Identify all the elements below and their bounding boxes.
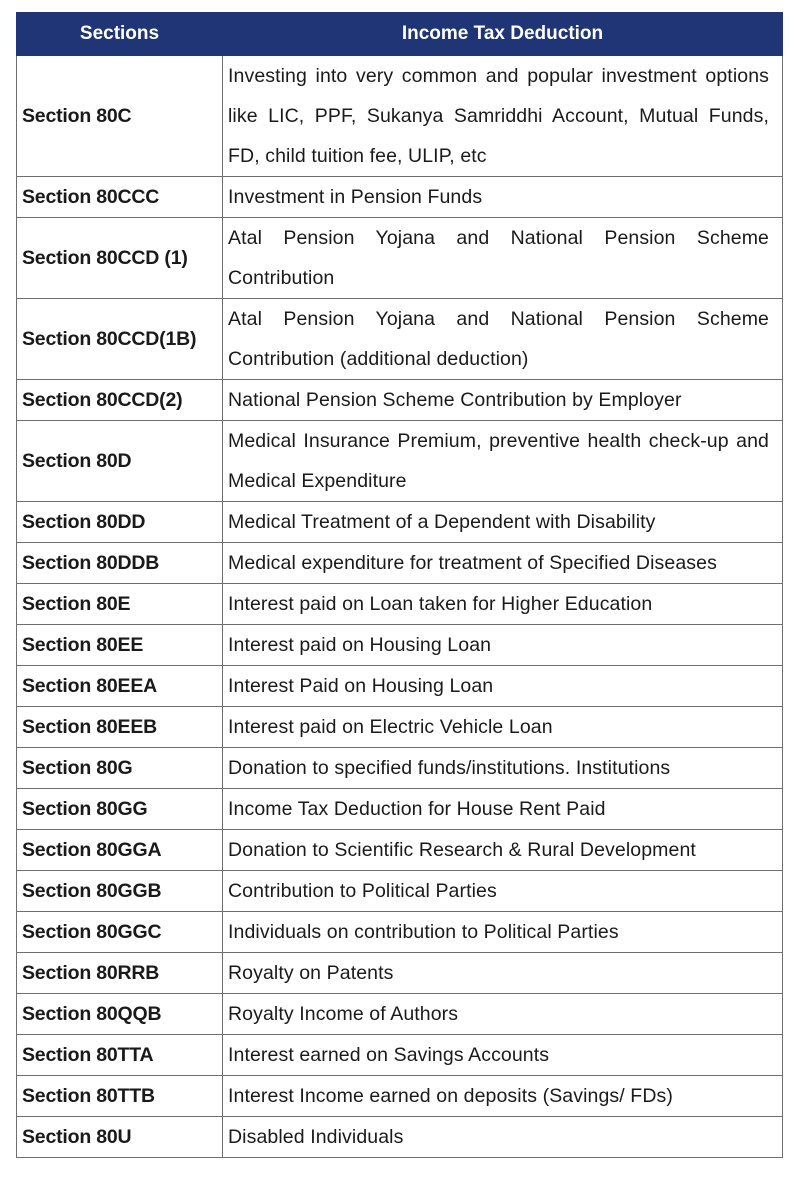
deduction-cell: Royalty on Patents [223,953,783,994]
deduction-cell: Investing into very common and popular investment options like LIC, PPF, Sukanya Samriddhi Account, Mutual Funds, FD, child tuition fee, ULIP, etc [223,56,783,177]
deduction-cell: Income Tax Deduction for House Rent Paid [223,789,783,830]
section-cell: Section 80GGA [17,830,223,871]
table-body [17,56,783,1158]
deduction-cell: Interest paid on Loan taken for Higher Education [223,584,783,625]
section-cell: Section 80TTB [17,1076,223,1117]
table-row [17,1117,783,1158]
section-cell: Section 80E [17,584,223,625]
table-row [17,830,783,871]
section-cell: Section 80EE [17,625,223,666]
section-cell: Section 80QQB [17,994,223,1035]
section-cell: Section 80EEA [17,666,223,707]
deduction-cell: Atal Pension Yojana and National Pension Scheme Contribution (additional deduction) [223,299,783,380]
table-row [17,177,783,218]
deduction-cell: Medical Insurance Premium, preventive health check-up and Medical Expenditure [223,421,783,502]
deduction-cell: Interest paid on Housing Loan [223,625,783,666]
section-cell: Section 80G [17,748,223,789]
deduction-cell: Disabled Individuals [223,1117,783,1158]
section-cell: Section 80CCD(1B) [17,299,223,380]
deduction-cell: Individuals on contribution to Political Parties [223,912,783,953]
section-cell: Section 80GGC [17,912,223,953]
table-header [17,13,783,56]
deduction-cell: Donation to specified funds/institutions. Institutions [223,748,783,789]
table-row [17,1035,783,1076]
section-cell: Section 80CCD(2) [17,380,223,421]
table-row [17,871,783,912]
table-row [17,912,783,953]
section-cell: Section 80GGB [17,871,223,912]
section-cell: Section 80RRB [17,953,223,994]
table-row [17,625,783,666]
table-row [17,666,783,707]
section-cell: Section 80EEB [17,707,223,748]
table-row [17,584,783,625]
section-cell: Section 80TTA [17,1035,223,1076]
table-row [17,380,783,421]
deduction-cell: Medical Treatment of a Dependent with Disability [223,502,783,543]
section-cell: Section 80D [17,421,223,502]
deduction-cell: Contribution to Political Parties [223,871,783,912]
deduction-cell: Interest earned on Savings Accounts [223,1035,783,1076]
table-row [17,1076,783,1117]
deduction-cell: Royalty Income of Authors [223,994,783,1035]
table-row [17,994,783,1035]
deduction-cell: Interest Income earned on deposits (Savings/ FDs) [223,1076,783,1117]
income-tax-deduction-table [16,12,783,1158]
table-row [17,502,783,543]
table-row [17,789,783,830]
section-cell: Section 80C [17,56,223,177]
deduction-cell: Investment in Pension Funds [223,177,783,218]
deduction-cell: Interest Paid on Housing Loan [223,666,783,707]
deduction-cell: National Pension Scheme Contribution by Employer [223,380,783,421]
column-header-sections: Sections [17,13,223,56]
table-row [17,748,783,789]
header-row [17,13,783,56]
section-cell: Section 80DDB [17,543,223,584]
section-cell: Section 80DD [17,502,223,543]
table-row [17,543,783,584]
table-row [17,421,783,502]
table-row [17,56,783,177]
table-row [17,299,783,380]
section-cell: Section 80CCD (1) [17,218,223,299]
deduction-cell: Donation to Scientific Research & Rural Development [223,830,783,871]
table-row [17,707,783,748]
table-row [17,953,783,994]
section-cell: Section 80CCC [17,177,223,218]
table-row [17,218,783,299]
deduction-cell: Interest paid on Electric Vehicle Loan [223,707,783,748]
section-cell: Section 80U [17,1117,223,1158]
deduction-cell: Atal Pension Yojana and National Pension Scheme Contribution [223,218,783,299]
section-cell: Section 80GG [17,789,223,830]
column-header-deduction: Income Tax Deduction [223,13,783,56]
deduction-cell: Medical expenditure for treatment of Specified Diseases [223,543,783,584]
